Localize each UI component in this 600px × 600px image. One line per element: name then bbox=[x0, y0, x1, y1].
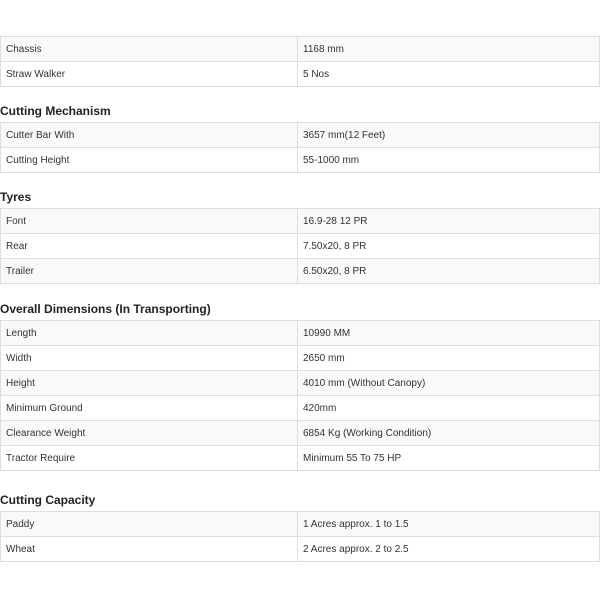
table-row bbox=[1, 148, 600, 173]
table-row bbox=[1, 234, 600, 259]
table-row bbox=[1, 259, 600, 284]
spec-label: Paddy bbox=[1, 512, 298, 537]
spec-value: 1 Acres approx. 1 to 1.5 bbox=[298, 512, 600, 537]
spec-label: Straw Walker bbox=[1, 62, 298, 87]
spec-value: 2650 mm bbox=[298, 346, 600, 371]
spec-value: 1168 mm bbox=[298, 37, 600, 62]
spec-label: Minimum Ground bbox=[1, 396, 298, 421]
spec-value: 16.9-28 12 PR bbox=[298, 209, 600, 234]
spec-value: 10990 MM bbox=[298, 321, 600, 346]
spec-label: Cutting Height bbox=[1, 148, 298, 173]
spec-value: 7.50x20, 8 PR bbox=[298, 234, 600, 259]
section-heading-overall-dimensions: Overall Dimensions (In Transporting) bbox=[0, 302, 211, 316]
table-row bbox=[1, 123, 600, 148]
spec-value: 3657 mm(12 Feet) bbox=[298, 123, 600, 148]
spec-value: 6854 Kg (Working Condition) bbox=[298, 421, 600, 446]
table-row bbox=[1, 512, 600, 537]
section-heading-cutting-capacity: Cutting Capacity bbox=[0, 493, 96, 507]
table-row bbox=[1, 446, 600, 471]
table-row bbox=[1, 537, 600, 562]
spec-value: 55-1000 mm bbox=[298, 148, 600, 173]
spec-value: 5 Nos bbox=[298, 62, 600, 87]
spec-label: Wheat bbox=[1, 537, 298, 562]
spec-value: 4010 mm (Without Canopy) bbox=[298, 371, 600, 396]
table-row bbox=[1, 396, 600, 421]
spec-value: 2 Acres approx. 2 to 2.5 bbox=[298, 537, 600, 562]
spec-label: Tractor Require bbox=[1, 446, 298, 471]
spec-table-cutting-capacity bbox=[0, 511, 600, 562]
table-row bbox=[1, 209, 600, 234]
spec-label: Clearance Weight bbox=[1, 421, 298, 446]
spec-value: Minimum 55 To 75 HP bbox=[298, 446, 600, 471]
spec-value: 420mm bbox=[298, 396, 600, 421]
table-row bbox=[1, 421, 600, 446]
table-row bbox=[1, 37, 600, 62]
spec-label: Font bbox=[1, 209, 298, 234]
spec-value: 6.50x20, 8 PR bbox=[298, 259, 600, 284]
spec-label: Height bbox=[1, 371, 298, 396]
spec-label: Cutter Bar With bbox=[1, 123, 298, 148]
section-heading-cutting-mechanism: Cutting Mechanism bbox=[0, 104, 111, 118]
spec-label: Chassis bbox=[1, 37, 298, 62]
table-row bbox=[1, 371, 600, 396]
spec-label: Length bbox=[1, 321, 298, 346]
spec-table-cutting-mechanism bbox=[0, 122, 600, 173]
table-row bbox=[1, 62, 600, 87]
spec-label: Width bbox=[1, 346, 298, 371]
spec-label: Trailer bbox=[1, 259, 298, 284]
section-heading-tyres: Tyres bbox=[0, 190, 32, 204]
spec-label: Rear bbox=[1, 234, 298, 259]
table-row bbox=[1, 321, 600, 346]
spec-table-general bbox=[0, 36, 600, 87]
table-row bbox=[1, 346, 600, 371]
spec-table-overall-dimensions bbox=[0, 320, 600, 471]
spec-table-tyres bbox=[0, 208, 600, 284]
